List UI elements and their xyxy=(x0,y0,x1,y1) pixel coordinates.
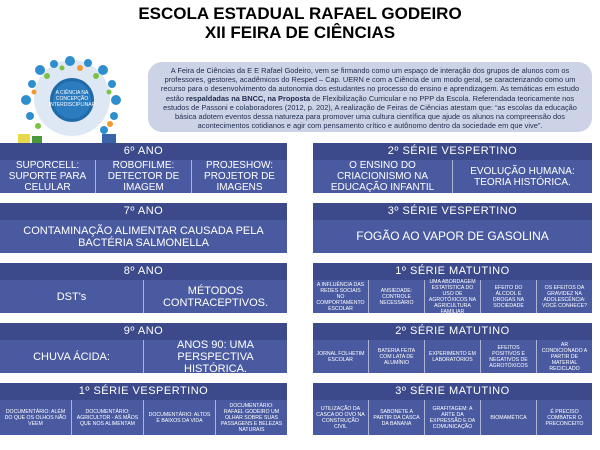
project-item: ANSIEDADE: CONTROLE NECESSÁRIO xyxy=(368,280,424,313)
project-item: SUPORCELL: SUPORTE PARA CELULAR xyxy=(8,160,87,193)
fair-title: XII FEIRA DE CIÊNCIAS xyxy=(204,23,396,42)
project-item: A INFLUÊNCIA DAS REDES SOCIAIS NO COMPORTAMENTO ESCOLAR xyxy=(316,281,365,312)
project-item: UTILIZAÇÃO DA CASCA DO OVO NA CONSTRUÇÃO CIVIL xyxy=(316,405,365,430)
panel-title: 8º ANO xyxy=(0,263,287,280)
project-item: GRAFITAGEM: A ARTE DA EXPRESSÃO E DA COMUNICAÇÃO xyxy=(424,400,480,435)
project-item: É PRECISO COMBATER O PRECONCEITO xyxy=(536,400,592,435)
panel-6-ano xyxy=(0,143,287,193)
project-item: DOCUMENTÁRIO: RAFAEL GODEIRO UM OLHAR SOBRE SUAS PASSAGENS E BELEZAS NATURAIS xyxy=(215,400,287,435)
project-item: BATERIA FEITA COM LATA DE ALUMÍNIO xyxy=(368,340,424,373)
intro-text xyxy=(148,62,592,132)
svg-text:A CIÊNCIA NA: A CIÊNCIA NA xyxy=(55,90,89,96)
project-item: DOCUMENTÁRIO: ALTOS E BAIXOS DA VIDA xyxy=(143,400,215,435)
project-item: EVOLUÇÃO HUMANA: TEORIA HISTÓRICA. xyxy=(452,160,592,193)
fair-logo xyxy=(10,56,138,152)
panel-3-serie-matutino xyxy=(313,383,592,435)
panel-title: 1º SÉRIE MATUTINO xyxy=(313,263,592,280)
header xyxy=(0,4,600,42)
project-item: JORNAL FOLHETIM ESCOLAR xyxy=(316,350,365,363)
panel-3-serie-vespertino xyxy=(313,203,592,253)
project-item: ANOS 90: UMA PERSPECTIVA HISTÓRICA. xyxy=(143,340,287,373)
project-item: ROBOFILME: DETECTOR DE IMAGEM xyxy=(95,160,191,193)
intro-part-2: de Flexibilização Curricular e no PPP da Escola. Referendada teoricamente nos estudos de Passoni e colaboradores (2012, p. 202), A realização de Feiras de Ciências atestam que: “as escolas da educação básica adotem eventos dessa natureza para promover uma cultura científica que ajude os alunos na compreensão dos acontecimentos cotidianos e agir com pensamento crítico e autônomo dentro da sociedade em que vive”. xyxy=(163,93,577,131)
school-title: ESCOLA ESTADUAL RAFAEL GODEIRO xyxy=(138,4,462,23)
intro-bold: respaldadas na BNCC, na Proposta xyxy=(186,93,311,103)
project-item: SABONETE A PARTIR DA CASCA DA BANANA xyxy=(368,400,424,435)
panel-9-ano xyxy=(0,323,287,373)
panel-8-ano xyxy=(0,263,287,313)
svg-text:CONCEPÇÃO: CONCEPÇÃO xyxy=(55,96,89,102)
project-item: PROJESHOW: PROJETOR DE IMAGENS xyxy=(191,160,287,193)
panel-title: 3º SÉRIE MATUTINO xyxy=(313,383,592,400)
project-item: MÉTODOS CONTRACEPTIVOS. xyxy=(143,280,287,313)
panel-2-serie-vespertino xyxy=(313,143,592,193)
project-item: O ENSINO DO CRIACIONISMO NA EDUCAÇÃO INFANTIL xyxy=(330,160,435,193)
project-item: EFEITOS POSITIVOS E NEGATIVOS DE AGROTÓXICOS xyxy=(480,340,536,373)
panel-title: 6º ANO xyxy=(0,143,287,160)
project-item: OS EFEITOS DA GRAVIDEZ NA ADOLESCÊNCIA: VOCÊ CONHECE? xyxy=(536,280,592,313)
project-item: UMA ABORDAGEM ESTATÍSTICA DO USO DE AGROTÓXICOS NA AGRICULTURA FAMILIAR xyxy=(424,280,480,313)
project-item: DST's xyxy=(56,290,87,303)
panel-7-ano xyxy=(0,203,287,253)
project-item: CONTAMINAÇÃO ALIMENTAR CAUSADA PELA BACTÉRIA SALMONELLA xyxy=(23,224,264,249)
intro-part-1: A Feira de Ciências da E E Rafael Godeiro, vem se firmando como um espaço de interação dos grupos de alunos com os professores, gestores, acadêmicos do Resped – Cap. UERN e com a Ciência de um modo geral, se caracterizando como um recurso para o desenvolvimento da autonomia dos estudantes no processo do ensino e aprendizagem. As temáticas em estudo estão xyxy=(160,66,580,103)
project-item: FOGÃO AO VAPOR DE GASOLINA xyxy=(356,229,549,243)
panel-title: 3º SÉRIE VESPERTINO xyxy=(313,203,592,220)
panel-title: 1º SÉRIE VESPERTINO xyxy=(0,383,287,400)
panel-1-serie-vespertino xyxy=(0,383,287,435)
panel-title: 2º SÉRIE VESPERTINO xyxy=(313,143,592,160)
project-item: CHUVA ÁCIDA: xyxy=(33,350,110,363)
panel-title: 9º ANO xyxy=(0,323,287,340)
panel-title: 7º ANO xyxy=(0,203,287,220)
panel-title: 2º SÉRIE MATUTINO xyxy=(313,323,592,340)
project-item: BIOMAMÉTICA xyxy=(480,400,536,435)
project-item: DOCUMENTÁRIO: AGRICULTOR - AS MÃOS QUE NOS ALIMENTAM xyxy=(71,400,143,435)
svg-text:INTERDISCIPLINAR: INTERDISCIPLINAR xyxy=(48,102,96,108)
project-item: EFEITO DO ÁLCOOL E DROGAS NA SOCIEDADE xyxy=(480,280,536,313)
panel-1-serie-matutino xyxy=(313,263,592,313)
project-item: DOCUMENTÁRIO: ALÉM DO QUE OS OLHOS NÃO VEEM xyxy=(4,408,67,427)
fair-logo-icon xyxy=(10,56,138,152)
panel-2-serie-matutino xyxy=(313,323,592,373)
project-item: EXPERIMENTO EM LABORATÓRIOS xyxy=(424,340,480,373)
project-item: AR CONDICIONADO A PARTIR DE MATERIAL RECICLADO xyxy=(536,340,592,373)
